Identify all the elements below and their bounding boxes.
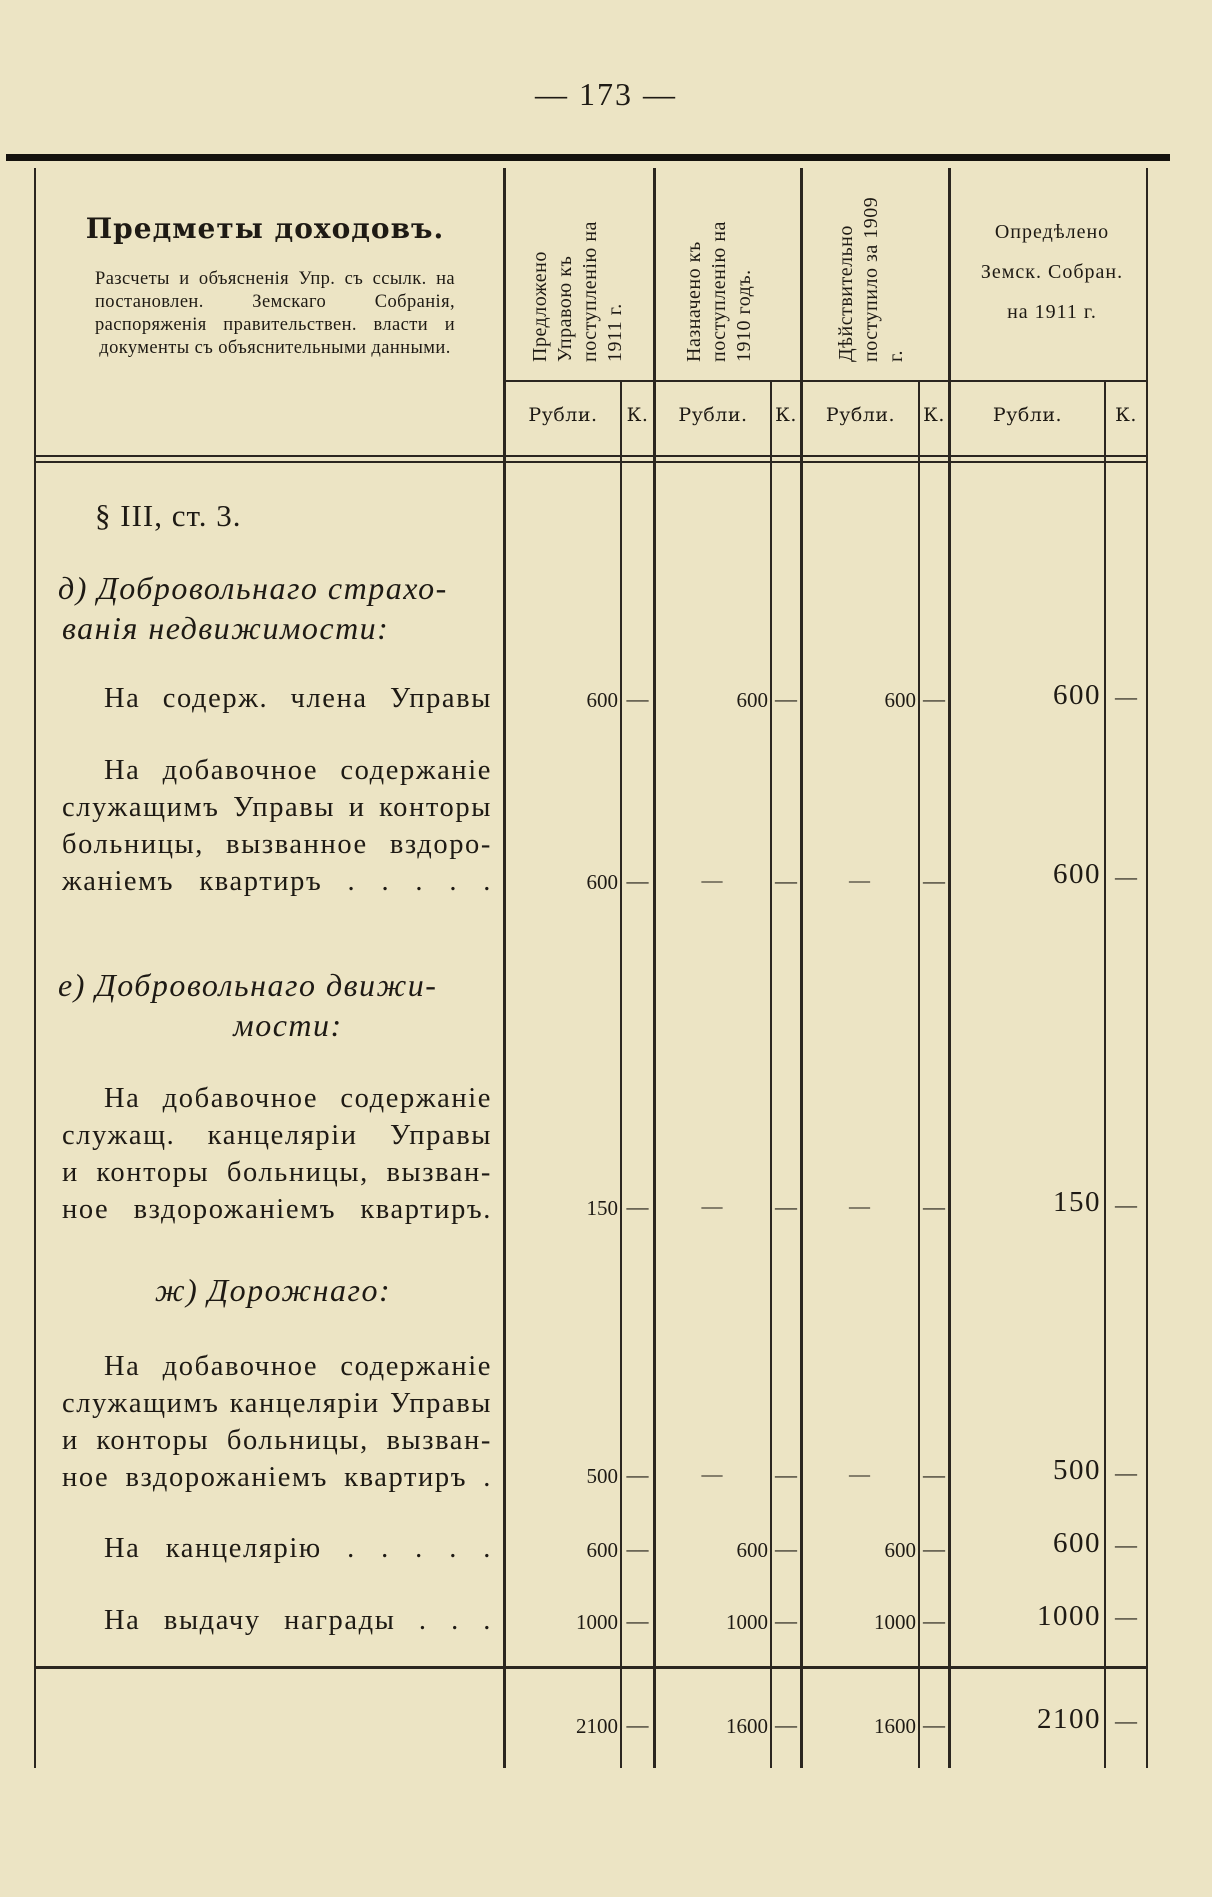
row5-col2-kop: —	[775, 1536, 797, 1561]
row3-col4-kop: —	[1115, 1192, 1137, 1217]
item-3-line: ное вздорожаніемъ квартиръ.	[62, 1194, 492, 1225]
item-5-text	[62, 1530, 492, 1567]
row4-col2-kop: —	[775, 1462, 797, 1487]
row3-col2-kop: —	[775, 1194, 797, 1219]
heading-e	[58, 965, 488, 1045]
item-2-line: На добавочное содержаніе	[104, 755, 492, 786]
header-bottom-rule-2	[36, 461, 1146, 463]
table-border-left	[34, 168, 36, 1768]
row4-col3-kop: —	[923, 1462, 945, 1487]
row3-col3-kop: —	[923, 1194, 945, 1219]
total-col2-kop: —	[775, 1712, 797, 1737]
top-rule	[6, 154, 1170, 161]
total-col4-rub: 2100	[1037, 1703, 1101, 1735]
item-3-line: На добавочное содержаніе	[104, 1083, 492, 1114]
row5-col1-kop: —	[626, 1536, 649, 1561]
total-col1-rub: 2100	[576, 1714, 618, 1738]
row3-col1-rub: 150	[586, 1196, 618, 1220]
row3-col3-rub: —	[849, 1194, 870, 1218]
row2-col3-rub: —	[849, 868, 870, 892]
col4-unit-kop: К.	[1115, 404, 1137, 426]
units-top-rule	[505, 380, 1146, 382]
heading-e-line1: е) Добровольнаго движи-	[58, 967, 438, 1003]
item-1-line: На содерж. члена Управы	[104, 683, 492, 714]
row4-col4-rub: 500	[1053, 1454, 1101, 1486]
total-col1-kop: —	[626, 1712, 649, 1737]
table-border-right	[1146, 168, 1148, 1768]
heading-d	[58, 568, 488, 648]
item-4-line: ное вздорожаніемъ квартиръ .	[62, 1462, 492, 1493]
row3-col2-rub: —	[701, 1194, 723, 1218]
row1-col3-rub: 600	[884, 688, 916, 712]
col2-unit-rub: Рубли.	[678, 404, 748, 426]
heading-d-line1: д) Добровольнаго страхо-	[58, 570, 448, 606]
col1-header: Предложено Управою къ поступленію на 1911 г.	[529, 221, 626, 362]
row1-col2-rub: 600	[736, 688, 768, 712]
row5-col2-rub: 600	[736, 1538, 768, 1562]
item-3-text	[62, 1080, 492, 1228]
heading-d-line2: ванія недвижимости:	[62, 610, 390, 646]
col4-unit-rub: Рубли.	[992, 404, 1063, 426]
item-1-text	[62, 680, 492, 717]
row5-col3-kop: —	[923, 1536, 945, 1561]
row4-col2-rub: —	[701, 1462, 723, 1486]
col3-unit-kop: К.	[923, 404, 945, 426]
row1-col4-kop: —	[1115, 684, 1137, 709]
col2-unit-kop: К.	[775, 404, 797, 426]
total-col4-kop: —	[1115, 1708, 1137, 1733]
col4-kop-divider	[1104, 380, 1106, 1768]
item-2-line: служащимъ Управы и конторы	[62, 792, 492, 823]
row1-col3-kop: —	[923, 686, 945, 711]
row2-col1-kop: —	[626, 868, 649, 893]
item-2-line: жаніемъ квартиръ . . . . .	[62, 866, 492, 897]
totals-rule	[36, 1666, 1146, 1669]
col4-header-line1: Опредѣлено	[994, 221, 1110, 243]
row4-col1-kop: —	[626, 1462, 649, 1487]
row2-col2-kop: —	[775, 868, 797, 893]
col4-header	[952, 212, 1152, 332]
item-4-line: На добавочное содержаніе	[104, 1351, 492, 1382]
total-col2-rub: 1600	[726, 1714, 768, 1738]
row6-col1-rub: 1000	[576, 1610, 618, 1634]
row6-col4-rub: 1000	[1037, 1600, 1101, 1632]
row4-col3-rub: —	[849, 1462, 870, 1486]
row5-col3-rub: 600	[884, 1538, 916, 1562]
page-number: — 173 —	[535, 76, 677, 112]
item-6-text	[62, 1602, 492, 1639]
row6-col2-rub: 1000	[726, 1610, 768, 1634]
item-4-line: и конторы больницы, вызван-	[62, 1425, 492, 1456]
row1-col4-rub: 600	[1053, 679, 1101, 711]
row3-col1-kop: —	[626, 1194, 649, 1219]
item-4-line: служащимъ канцеляріи Управы	[62, 1388, 492, 1419]
section-heading: § III, ст. 3.	[95, 498, 242, 533]
row6-col2-kop: —	[775, 1608, 797, 1633]
item-3-line: служащ. канцеляріи Управы	[62, 1120, 492, 1151]
row2-col3-kop: —	[923, 868, 945, 893]
table-description: Разсчеты и объясненія Упр. съ ссылк. на постановлен. Земскаго Собранія, распоряженія правительствен. власти и документы съ объяснительными данными.	[95, 269, 455, 358]
heading-e-line2: мости:	[233, 1007, 343, 1043]
row2-col2-rub: —	[701, 868, 723, 892]
total-col3-kop: —	[923, 1712, 945, 1737]
row6-col3-rub: 1000	[874, 1610, 916, 1634]
item-6-line: На выдачу награды . . .	[104, 1605, 492, 1636]
item-3-line: и конторы больницы, вызван-	[62, 1157, 492, 1188]
row4-col4-kop: —	[1115, 1460, 1137, 1485]
col4-header-line3: на 1911 г.	[1007, 301, 1097, 323]
col4-header-line2: Земск. Собран.	[980, 261, 1124, 283]
row3-col4-rub: 150	[1053, 1186, 1101, 1218]
row1-col1-kop: —	[626, 686, 649, 711]
table-title: Предметы доходовъ.	[85, 212, 445, 245]
row6-col4-kop: —	[1115, 1604, 1137, 1629]
col2-header: Назначено къ поступленію на 1910 годъ.	[683, 221, 755, 362]
row2-col1-rub: 600	[586, 870, 618, 894]
heading-zh: ж) Дорожнаго:	[154, 1272, 392, 1308]
row2-col4-kop: —	[1115, 864, 1137, 889]
col1-unit-rub: Рубли.	[528, 404, 598, 426]
row4-col1-rub: 500	[586, 1464, 618, 1488]
row5-col4-kop: —	[1115, 1532, 1137, 1557]
row2-col4-rub: 600	[1053, 858, 1101, 890]
total-col3-rub: 1600	[874, 1714, 916, 1738]
item-2-text	[62, 752, 492, 900]
item-4-text	[62, 1348, 492, 1496]
col3-unit-rub: Рубли.	[825, 404, 896, 426]
item-5-line: На канцелярію . . . . .	[104, 1533, 492, 1564]
col1-unit-kop: К.	[626, 404, 649, 426]
header-bottom-rule	[36, 455, 1146, 457]
row6-col3-kop: —	[923, 1608, 945, 1633]
row5-col1-rub: 600	[586, 1538, 618, 1562]
row1-col1-rub: 600	[586, 688, 618, 712]
item-2-line: больницы, вызванное вздоро-	[62, 829, 492, 860]
row6-col1-kop: —	[626, 1608, 649, 1633]
col3-header: Дѣйствительно поступило за 1909 г.	[835, 196, 907, 362]
row5-col4-rub: 600	[1053, 1527, 1101, 1559]
row1-col2-kop: —	[775, 686, 797, 711]
